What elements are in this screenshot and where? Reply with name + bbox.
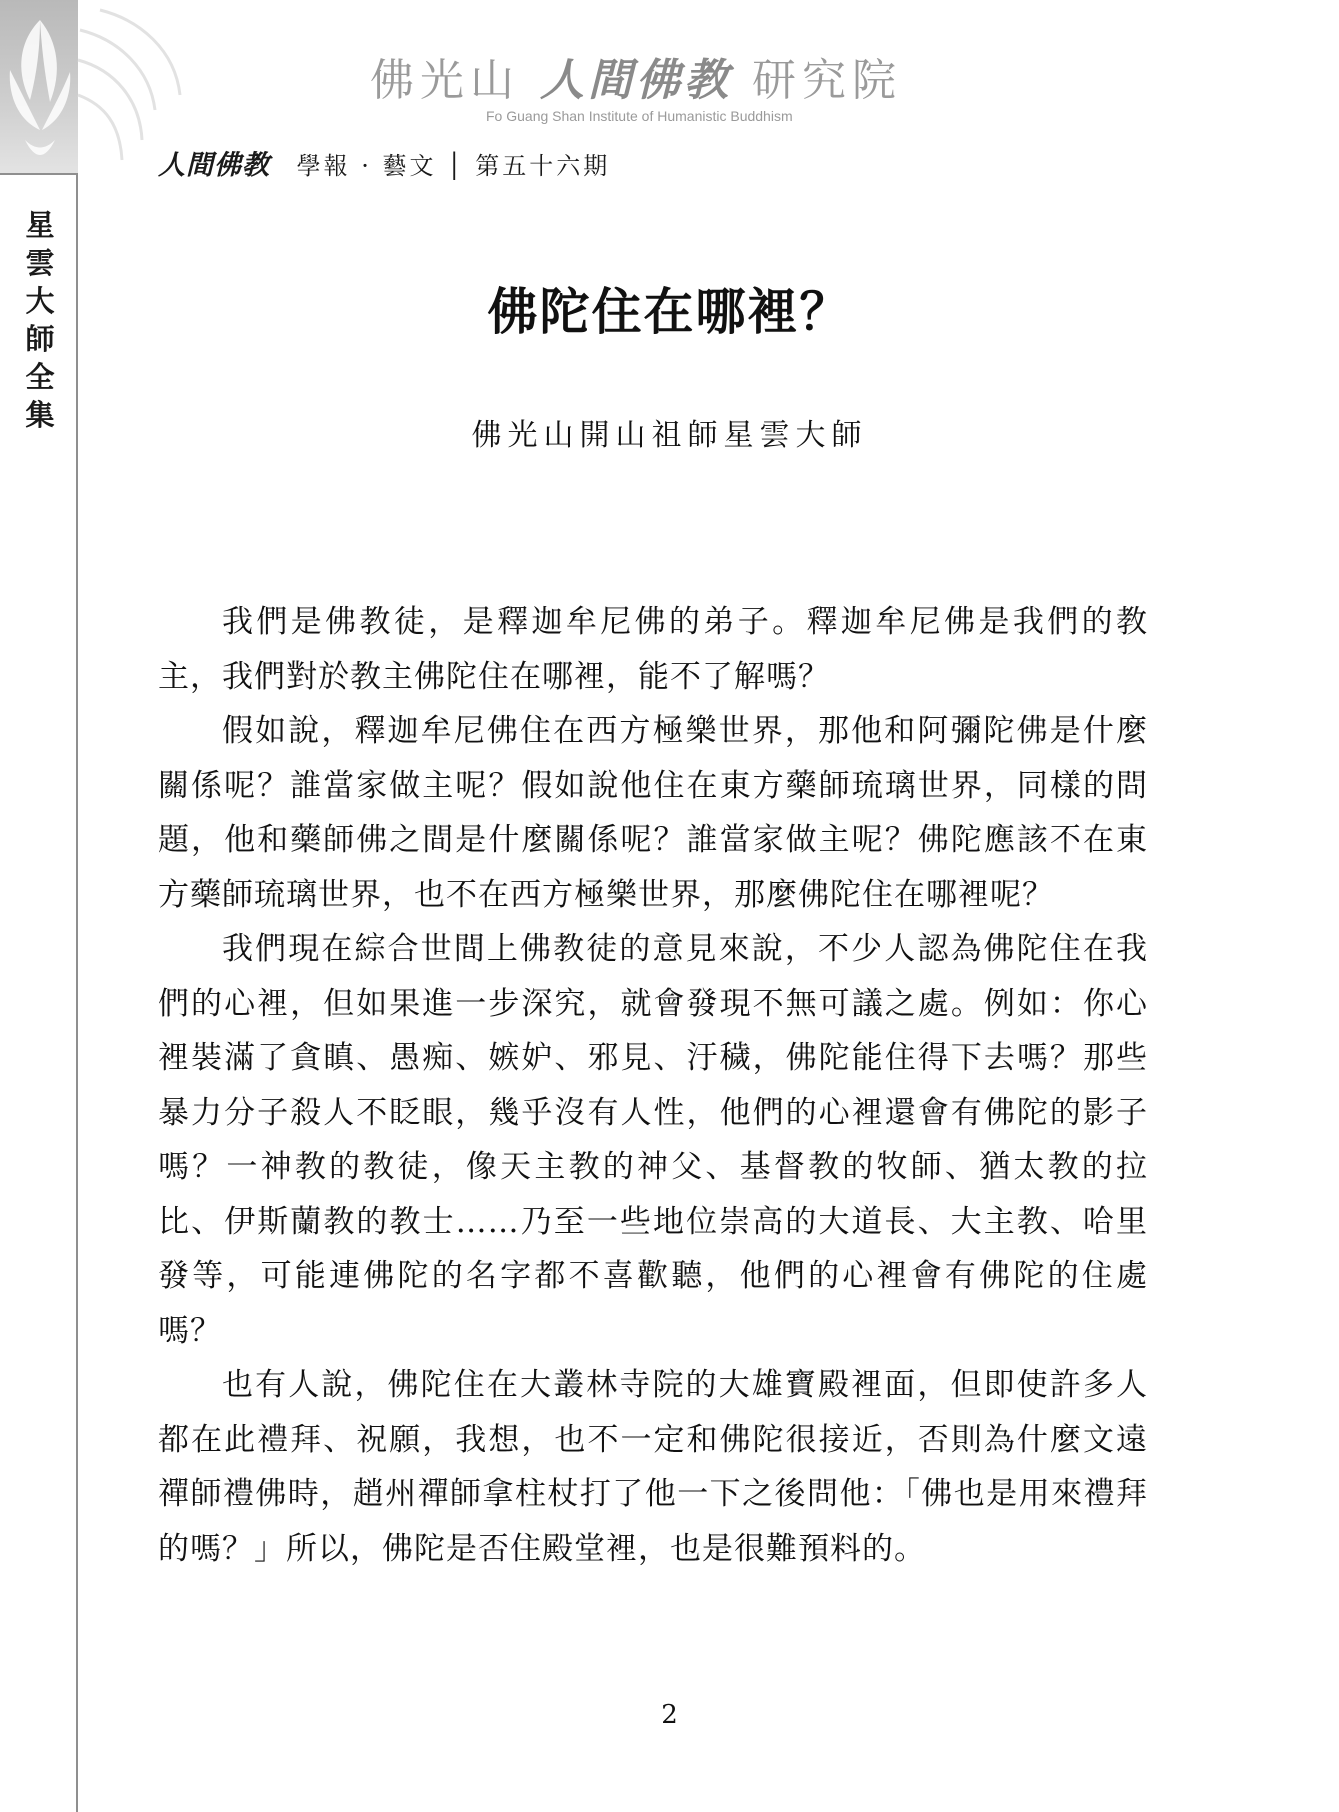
journal-brand: 人間佛教 [158, 150, 270, 181]
page-number: 2 [661, 1700, 678, 1730]
institute-suffix: 研究院 [752, 55, 902, 106]
paragraph: 我們現在綜合世間上佛教徒的意見來說，不少人認為佛陀住在我們的心裡，但如果進一步深究，就會發現不無可議之處。例如：你心裡裝滿了貪瞋、愚痴、嫉妒、邪見、汙穢，佛陀能住得下去嗎？那些暴力分子殺人不眨眼，幾乎沒有人性，他們的心裡還會有佛陀的影子嗎？一神教的教徒，像天主教的神父、基督教的牧師、猶太教的拉比、伊斯蘭教的教士……乃至一些地位崇高的大道長、大主教、哈里發等，可能連佛陀的名字都不喜歡聽，他們的心裡會有佛陀的住處嗎？ [158, 931, 1148, 1349]
article-body [158, 595, 1148, 1576]
journal-header [158, 143, 610, 182]
paragraph: 我們是佛教徒，是釋迦牟尼佛的弟子。釋迦牟尼佛是我們的教主，我們對於教主佛陀住在哪裡，能不了解嗎？ [158, 604, 1148, 695]
institute-english-name: Fo Guang Shan Institute of Humanistic Buddhism [486, 108, 793, 124]
side-rule-top [0, 173, 78, 175]
institute-brand: 人間佛教 [540, 55, 732, 106]
paragraph: 也有人說，佛陀住在大叢林寺院的大雄寶殿裡面，但即使許多人都在此禮拜、祝願，我想，也不一定和佛陀很接近，否則為什麼文遠禪師禮佛時，趙州禪師拿柱杖打了他一下之後問他：「佛也是用來禮拜的嗎？」所以，佛陀是否住殿堂裡，也是很難預料的。 [158, 1367, 1148, 1567]
article-author: 佛光山開山祖師星雲大師 [471, 418, 868, 453]
institute-name [370, 44, 970, 106]
article-title: 佛陀住在哪裡？ [487, 282, 852, 341]
side-title: 星雲大師全集 [25, 208, 55, 432]
institute-prefix: 佛光山 [370, 55, 520, 106]
paragraph: 假如說，釋迦牟尼佛住在西方極樂世界，那他和阿彌陀佛是什麼關係呢？誰當家做主呢？假如說他住在東方藥師琉璃世界，同樣的問題，他和藥師佛之間是什麼關係呢？誰當家做主呢？佛陀應該不在東方藥師琉璃世界，也不在西方極樂世界，那麼佛陀住在哪裡呢？ [158, 713, 1148, 913]
journal-info: 學報 · 藝文 │ 第五十六期 [296, 152, 611, 180]
